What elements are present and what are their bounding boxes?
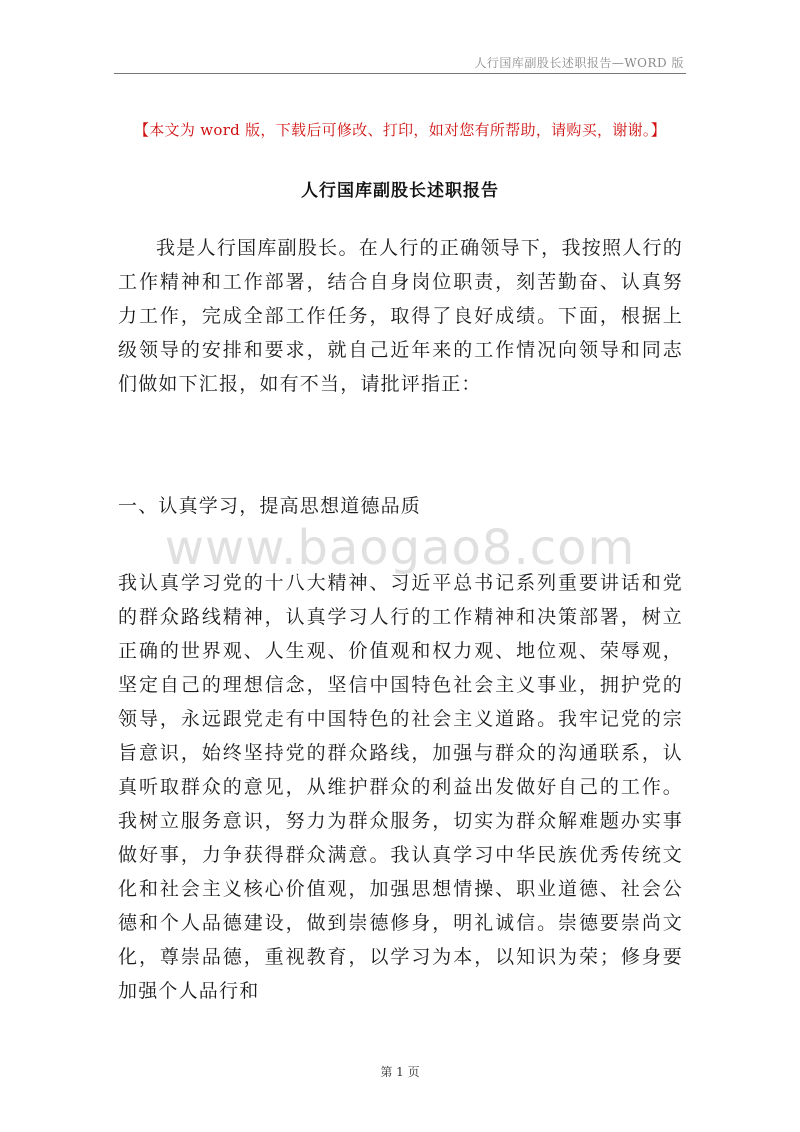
watermark: www.baogao8.com bbox=[164, 520, 636, 576]
section-body-paragraph: 我认真学习党的十八大精神、习近平总书记系列重要讲话和党的群众路线精神，认真学习人行的工作精神和决策部署，树立正确的世界观、人生观、价值观和权力观、地位观、荣辱观，坚定自己的理想信念，坚信中国特色社会主义事业，拥护党的领导，永远跟党走有中国特色的社会主义道路。我牢记党的宗旨意识，始终坚持党的群众路线，加强与群众的沟通联系，认真听取群众的意见，从维护群众的利益出发做好自己的工作。我树立服务意识，努力为群众服务，切实为群众解难题办实事做好事，力争获得群众满意。我认真学习中华民族优秀传统文化和社会主义核心价值观，加强思想情操、职业道德、社会公德和个人品德建设，做到崇德修身，明礼诚信。崇德要崇尚文化，尊崇品德，重视教育，以学习为本，以知识为荣；修身要加强个人品行和 bbox=[118, 572, 683, 1002]
intro-paragraph: 我是人行国库副股长。在人行的正确领导下，我按照人行的工作精神和工作部署，结合自身岗位职责，刻苦勤奋、认真努力工作，完成全部工作任务，取得了良好成绩。下面，根据上级领导的安排和要求，就自己近年来的工作情况向领导和同志们做如下汇报，如有不当，请批评指正： bbox=[118, 237, 683, 395]
section-heading: 一、认真学习，提高思想道德品质 bbox=[118, 495, 422, 517]
header-divider bbox=[114, 73, 686, 74]
running-header: 人行国库副股长述职报告—WORD 版 bbox=[474, 56, 684, 70]
document-title: 人行国库副股长述职报告 bbox=[301, 181, 499, 201]
page-number: 第 1 页 bbox=[380, 1065, 420, 1079]
download-notice: 【本文为 word 版，下载后可修改、打印，如对您有所帮助，请购买，谢谢。】 bbox=[133, 121, 667, 139]
